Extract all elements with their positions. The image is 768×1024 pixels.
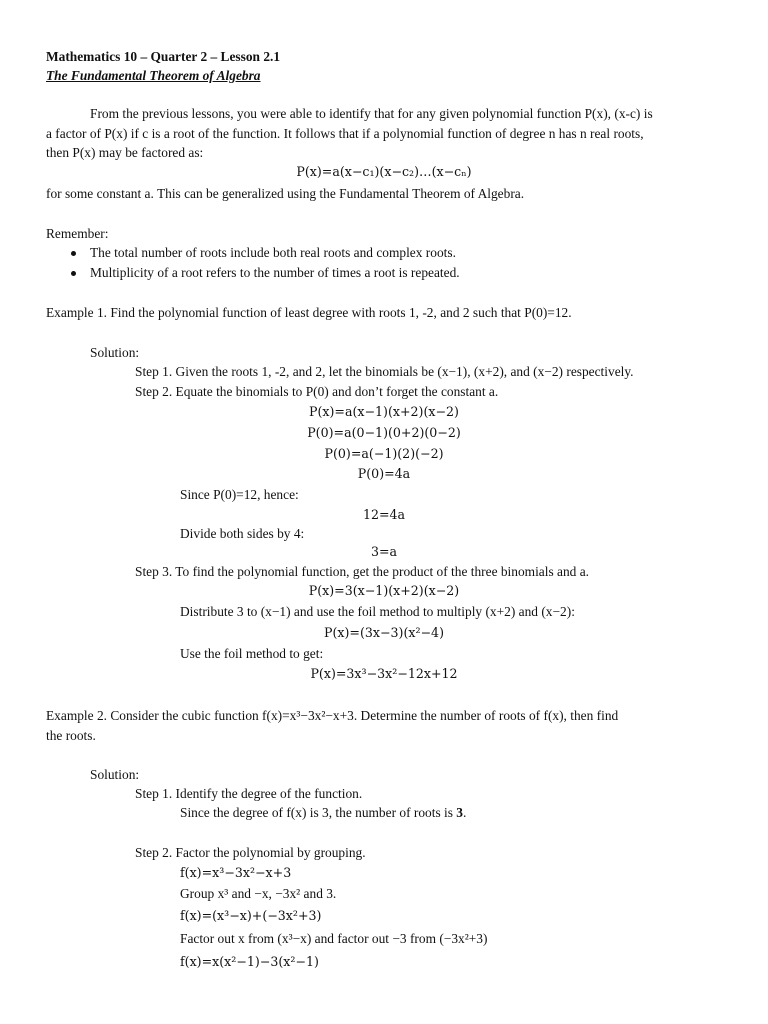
lesson-subtitle: The Fundamental Theorem of Algebra — [46, 68, 261, 83]
remember-label: Remember: — [46, 226, 109, 241]
example-1-equation: P(0)=4a — [357, 466, 411, 481]
remember-bullet-1: The total number of roots include both real roots and complex roots. — [90, 245, 456, 260]
example-1-step-2: Step 2. Equate the binomials to P(0) and don’t forget the constant a. — [135, 384, 499, 399]
example-1-equation: 12=4a — [362, 507, 406, 522]
example-2-step-1: Step 1. Identify the degree of the function. — [135, 786, 363, 801]
example-1-equation: P(x)=3(x−1)(x+2)(x−2) — [308, 583, 460, 598]
example-1-prompt: Example 1. Find the polynomial function of least degree with roots 1, -2, and 2 such that P(0)=12. — [46, 305, 572, 320]
example-1-equation: P(x)=a(x−1)(x+2)(x−2) — [309, 404, 459, 419]
bullet-icon — [71, 251, 76, 256]
example-2-equation: f(x)=x³−3x²−x+3 — [180, 865, 292, 880]
example-1-solution-label: Solution: — [90, 345, 140, 360]
example-1-distribute-text: Distribute 3 to (x−1) and use the foil method to multiply (x+2) and (x−2): — [180, 604, 575, 619]
example-1-equation: P(x)=3x³−3x²−12x+12 — [310, 666, 458, 681]
example-2-step-1-detail — [180, 804, 466, 822]
detail-text: Since the degree of f(x) is 3, the number of roots is — [180, 805, 457, 820]
example-1-equation: P(x)=(3x−3)(x²−4) — [323, 625, 444, 640]
example-1-divide-text: Divide both sides by 4: — [180, 526, 305, 541]
detail-period: . — [463, 805, 467, 820]
example-1-step-1: Step 1. Given the roots 1, -2, and 2, let the binomials be (x−1), (x+2), and (x−2) respectively. — [135, 364, 634, 379]
example-2-factor-text: Factor out x from (x³−x) and factor out −3 from (−3x²+3) — [180, 931, 488, 946]
intro-line-4: for some constant a. This can be generalized using the Fundamental Theorem of Algebra. — [46, 186, 525, 201]
example-2-prompt-line-1: Example 2. Consider the cubic function f(x)=x³−3x²−x+3. Determine the number of roots of f(x), then find — [46, 708, 619, 723]
factored-form-formula: P(x)=a(x−c₁)(x−c₂)…(x−cₙ) — [296, 164, 472, 179]
intro-line-1: From the previous lessons, you were able to identify that for any given polynomial function P(x), (x-c) is — [90, 106, 653, 121]
example-2-group-text: Group x³ and −x, −3x² and 3. — [180, 886, 337, 901]
lesson-title: Mathematics 10 – Quarter 2 – Lesson 2.1 — [46, 49, 281, 64]
example-1-equation: P(0)=a(−1)(2)(−2) — [324, 446, 444, 461]
intro-line-3: then P(x) may be factored as: — [46, 145, 204, 160]
example-2-equation: f(x)=x(x²−1)−3(x²−1) — [180, 954, 319, 969]
example-1-equation: 3=a — [370, 544, 398, 559]
bullet-icon — [71, 271, 76, 276]
example-1-step-3: Step 3. To find the polynomial function, get the product of the three binomials and a. — [135, 564, 589, 579]
example-2-solution-label: Solution: — [90, 767, 140, 782]
example-1-equation: P(0)=a(0−1)(0+2)(0−2) — [307, 425, 461, 440]
example-2-equation: f(x)=(x³−x)+(−3x²+3) — [180, 908, 322, 923]
example-1-since-text: Since P(0)=12, hence: — [180, 487, 299, 502]
remember-bullet-2: Multiplicity of a root refers to the number of times a root is repeated. — [90, 265, 460, 280]
example-1-foil-text: Use the foil method to get: — [180, 646, 324, 661]
example-2-step-2: Step 2. Factor the polynomial by grouping. — [135, 845, 366, 860]
root-count: 3 — [456, 805, 463, 820]
intro-line-2: a factor of P(x) if c is a root of the function. It follows that if a polynomial function of degree n has n real roots, — [46, 126, 644, 141]
example-2-prompt-line-2: the roots. — [46, 728, 96, 743]
